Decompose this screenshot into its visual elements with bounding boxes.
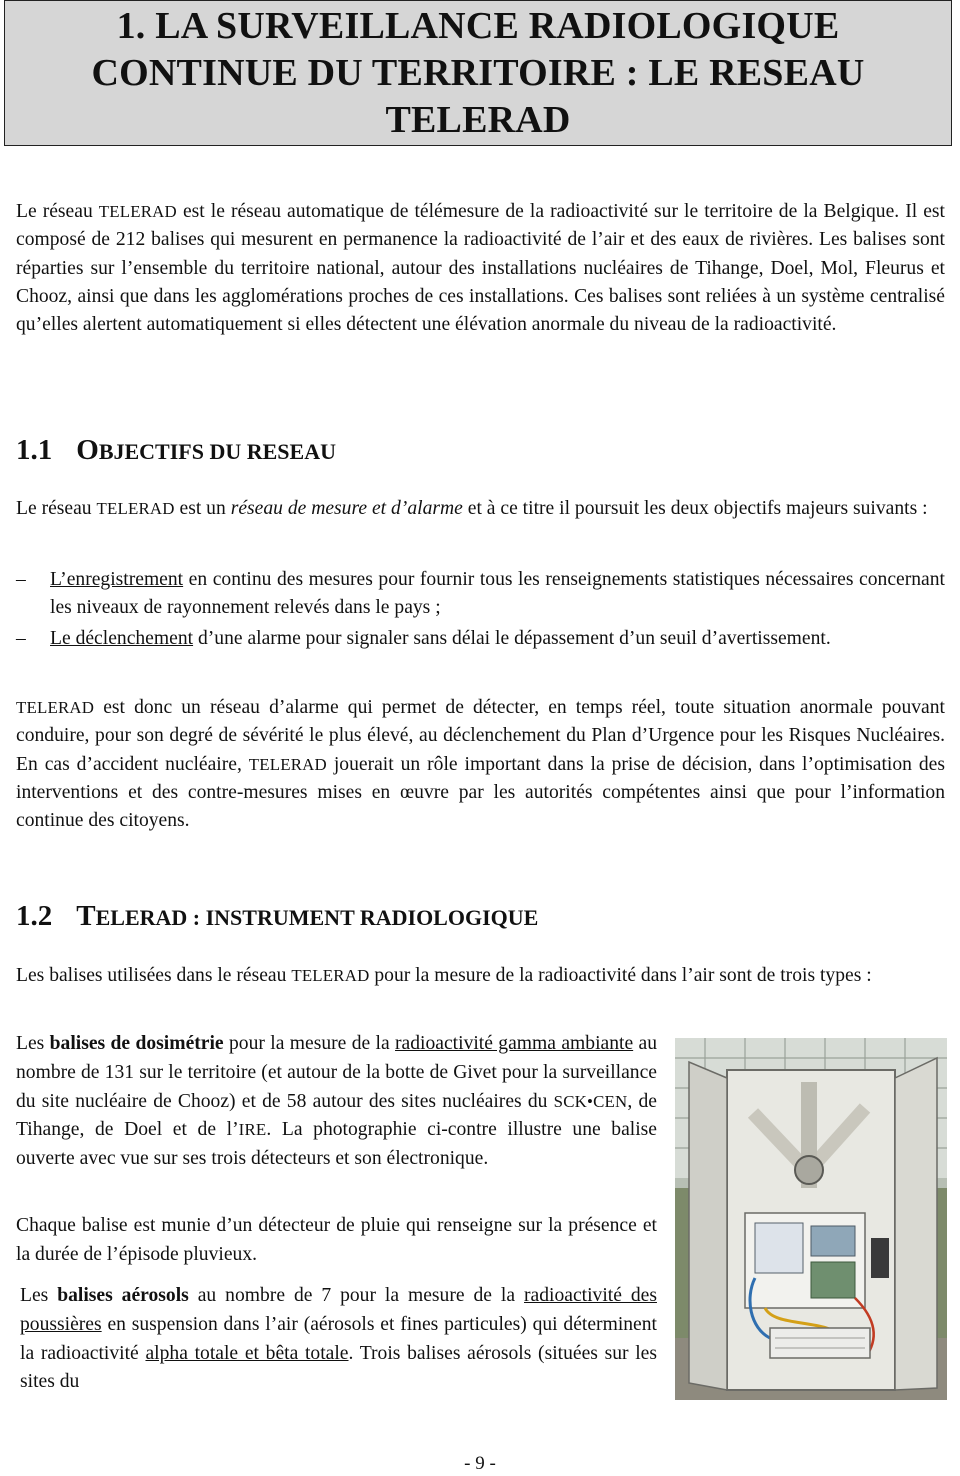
- objectives-paragraph: Le réseau TELERAD est un réseau de mesure et d’alarme et à ce titre il poursuit les deux objectifs majeurs suivants :: [16, 498, 928, 519]
- sck-cen-name: SCK•CEN: [553, 1091, 628, 1111]
- underlined-term: radioactivité des poussières: [20, 1285, 657, 1335]
- bold-term: balises aérosols: [57, 1285, 189, 1306]
- underlined-term: radioactivité gamma ambiante: [395, 1033, 634, 1054]
- section-heading-instrument: 1.2 TELERAD : INSTRUMENT RADIOLOGIQUE: [16, 900, 539, 932]
- objectives-list: [16, 566, 945, 653]
- chapter-title-line-1: 1. LA SURVEILLANCE RADIOLOGIQUE: [116, 4, 840, 47]
- dash-bullet: –: [16, 627, 26, 649]
- chapter-title-box: [4, 0, 952, 146]
- balise-photo: [675, 1038, 947, 1400]
- aerosol-paragraph: Les balises aérosols au nombre de 7 pour la mesure de la radioactivité des poussières en suspension dans l’air (aérosols et fines particules) qui déterminent la radioactivité alpha totale et bêta totale. Trois balises aérosols (situées sur les sites du: [20, 1285, 658, 1393]
- underlined-term: L’enregistrement: [50, 569, 184, 590]
- dosimetry-paragraph: Les balises de dosimétrie pour la mesure de la radioactivité gamma ambiante au nombre de 131 sur le territoire (et autour de la botte de Givet pour la surveillance du site nucléaire de Chooz) et de 58 autour des sites nucléaires du SCK•CEN, de Tihange, de Doel et de l’IRE. La photographie ci-contre illustre une balise ouverte avec vue sur ses trois détecteurs et son électronique.: [16, 1033, 658, 1170]
- aerosol-column: [20, 1282, 657, 1397]
- page-number: - 9 -: [464, 1453, 496, 1474]
- underlined-term: Le déclenchement: [50, 627, 194, 649]
- ire-name: IRE: [238, 1120, 267, 1140]
- intro-paragraph: Le réseau TELERAD est le réseau automatique de télémesure de la radioactivité sur le territoire de la Belgique. Il est composé de 212 balises qui mesurent en permanence la radioactivité de l’air et des eaux de rivières. Les balises sont réparties sur l’ensemble du territoire national, autour des installations nucléaires de Tihange, Doel, Mol, Fleurus et Chooz, ainsi que dans les agglomérations proches de ces installations. Ces balises sont reliées à un système centralisé qu’elles alertent automatiquement si elles détectent une élévation anormale du niveau de la radioactivité.: [16, 201, 945, 336]
- chapter-title-line-3: TELERAD: [385, 98, 571, 141]
- telerad-name: TELERAD: [16, 698, 95, 717]
- chapter-title-line-2: CONTINUE DU TERRITOIRE : LE RESEAU: [91, 51, 865, 94]
- rain-paragraph: Chaque balise est munie d’un détecteur de pluie qui renseigne sur la présence et la durée de l’épisode pluvieux.: [16, 1215, 657, 1265]
- telerad-name: TELERAD: [248, 754, 327, 774]
- bold-term: balises de dosimétrie: [49, 1033, 224, 1054]
- balise-photo-illustration: [675, 1038, 947, 1400]
- alarm-paragraph: TELERAD est donc un réseau d’alarme qui permet de détecter, en temps réel, toute situation anormale pouvant conduire, pour son degré de sévérité le plus élevé, au déclenchement du Plan d’Urgence pour les Risques Nucléaires. En cas d’accident nucléaire, TELERAD jouerait un rôle important dans la prise de décision, dans l’optimisation des interventions et des contre-mesures mises en œuvre par les autorités compétentes ainsi que pour l’information continue des citoyens.: [16, 697, 945, 832]
- telerad-name: TELERAD: [98, 202, 177, 221]
- rain-column: [16, 1212, 657, 1270]
- section-heading-objectifs: 1.1 OBJECTIFS DU RESEAU: [16, 434, 336, 466]
- chapter-title: [92, 3, 865, 144]
- telerad-name: TELERAD: [96, 499, 175, 518]
- list-item: – Le déclenchement d’une alarme pour signaler sans délai le dépassement d’un seuil d’avertissement.: [16, 625, 945, 653]
- list-item: – L’enregistrement en continu des mesures pour fournir tous les renseignements statistiques nécessaires concernant les niveaux de rayonnement relevés dans le pays ;: [16, 566, 945, 623]
- dash-bullet: –: [16, 569, 26, 590]
- emphasis-text: réseau de mesure et d’alarme: [230, 498, 463, 519]
- telerad-name: TELERAD: [291, 966, 370, 985]
- underlined-term: alpha totale et bêta totale: [145, 1342, 349, 1364]
- types-paragraph: Les balises utilisées dans le réseau TELERAD pour la mesure de la radioactivité dans l’air sont de trois types :: [16, 965, 872, 986]
- dosimetry-column: [16, 1030, 657, 1174]
